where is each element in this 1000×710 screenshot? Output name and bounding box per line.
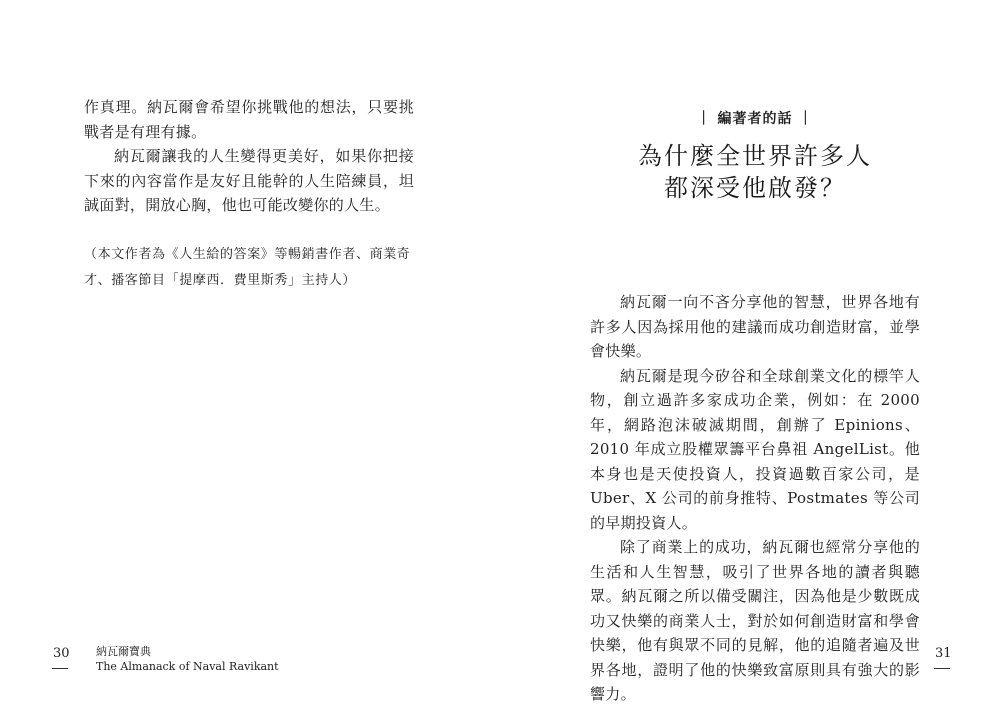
running-title-en: The Almanack of Naval Ravikant (96, 660, 279, 673)
page-number-left: 30 (53, 646, 70, 661)
right-paragraph-1: 納瓦爾一向不吝分享他的智慧，世界各地有許多人因為採用他的建議而成功創造財富，並學會快樂。 (590, 293, 920, 360)
headline-line-1: 為什麼全世界許多人 (638, 142, 872, 170)
page-number-right: 31 (935, 646, 952, 661)
headline-line-2: 都深受他啟發？ (664, 174, 846, 202)
running-title (96, 644, 279, 674)
author-note: （本文作者為《人生給的答案》等暢銷書作者、商業奇才、播客節目「提摩西．費里斯秀」主持人） (84, 247, 411, 288)
left-body-text (84, 95, 414, 218)
right-paragraph-3: 除了商業上的成功，納瓦爾也經常分享他的生活和人生智慧，吸引了世界各地的讀者與聽眾。納瓦爾之所以備受關注，因為他是少數既成功又快樂的商業人士，對於如何創造財富和學會快樂，他有與眾不同的見解，他的追隨者遍及世界各地，證明了他的快樂致富原則具有強大的影響力。 (590, 538, 920, 703)
page-number-rule-left (52, 668, 68, 669)
page-number-rule-right (934, 668, 950, 669)
left-paragraph-2: 納瓦爾讓我的人生變得更美好，如果你把接下來的內容當作是友好且能幹的人生陪練員，坦誠面對，開放心胸，他也可能改變你的人生。 (84, 147, 414, 214)
left-paragraph-1: 作真理。納瓦爾會希望你挑戰他的想法，只要挑戰者是有理有據。 (84, 98, 414, 141)
chapter-headline (590, 140, 920, 204)
right-paragraph-2: 納瓦爾是現今矽谷和全球創業文化的標竿人物，創立過許多家成功企業，例如：在 2000 年，網路泡沫破滅期間，創辦了 Epinions、2010 年成立股權眾籌平台鼻祖 AngelList。他本身也是天使投資人，投資過數百家公司，是 Uber、X 公司的前身推特、Postmates 等公司的早期投資人。 (590, 366, 920, 532)
right-body-text (590, 290, 920, 707)
right-page (500, 0, 1000, 710)
running-title-zh: 納瓦爾寶典 (96, 645, 151, 658)
section-label: ｜ 編著者的話 ｜ (696, 111, 814, 127)
